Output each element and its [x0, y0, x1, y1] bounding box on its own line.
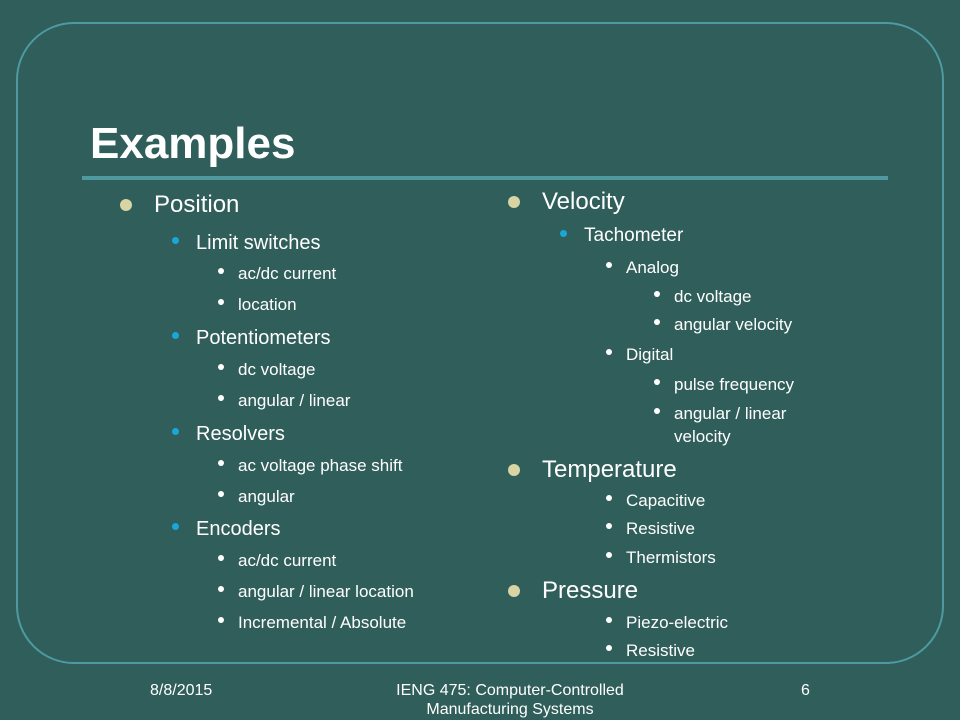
- list-item: pulse frequency: [674, 375, 795, 394]
- list-item: ac/dc current: [238, 551, 337, 570]
- list-item: angular / linear: [674, 404, 787, 423]
- list-item: angular / linear location: [238, 582, 414, 601]
- bullet-limit-switches: Limit switches: [196, 232, 321, 254]
- bullet-digital: Digital: [626, 345, 674, 364]
- list-item: Resistive: [626, 519, 695, 538]
- list-item: Thermistors: [626, 548, 716, 567]
- footer-course-line2: Manufacturing Systems: [426, 701, 594, 718]
- bullet-position: Position: [154, 191, 240, 218]
- list-item: angular velocity: [674, 315, 793, 334]
- list-item-continuation: velocity: [674, 427, 731, 446]
- list-item: ac voltage phase shift: [238, 456, 403, 475]
- list-item: angular: [238, 487, 295, 506]
- bullet-tachometer: Tachometer: [584, 225, 684, 246]
- footer-page-number: 6: [801, 682, 810, 699]
- footer-date: 8/8/2015: [150, 682, 213, 699]
- title-divider: [82, 176, 888, 180]
- bullet-resolvers: Resolvers: [196, 423, 285, 445]
- bullet-pressure: Pressure: [542, 577, 639, 604]
- list-item: Capacitive: [626, 491, 706, 510]
- list-item: Resistive: [626, 641, 695, 660]
- slide-title: Examples: [90, 119, 296, 168]
- bullet-analog: Analog: [626, 258, 679, 277]
- list-item: dc voltage: [238, 360, 316, 379]
- list-item: dc voltage: [674, 287, 752, 306]
- bullet-encoders: Encoders: [196, 518, 281, 540]
- list-item: angular / linear: [238, 391, 351, 410]
- footer-course: [360, 681, 660, 719]
- list-item: Incremental / Absolute: [238, 613, 407, 632]
- bullet-velocity: Velocity: [542, 188, 625, 215]
- footer-course-line1: IENG 475: Computer-Controlled: [396, 682, 624, 699]
- bullet-temperature: Temperature: [542, 456, 677, 483]
- bullet-potentiometers: Potentiometers: [196, 327, 331, 349]
- list-item: Piezo-electric: [626, 613, 729, 632]
- list-item: ac/dc current: [238, 264, 337, 283]
- list-item: location: [238, 295, 297, 314]
